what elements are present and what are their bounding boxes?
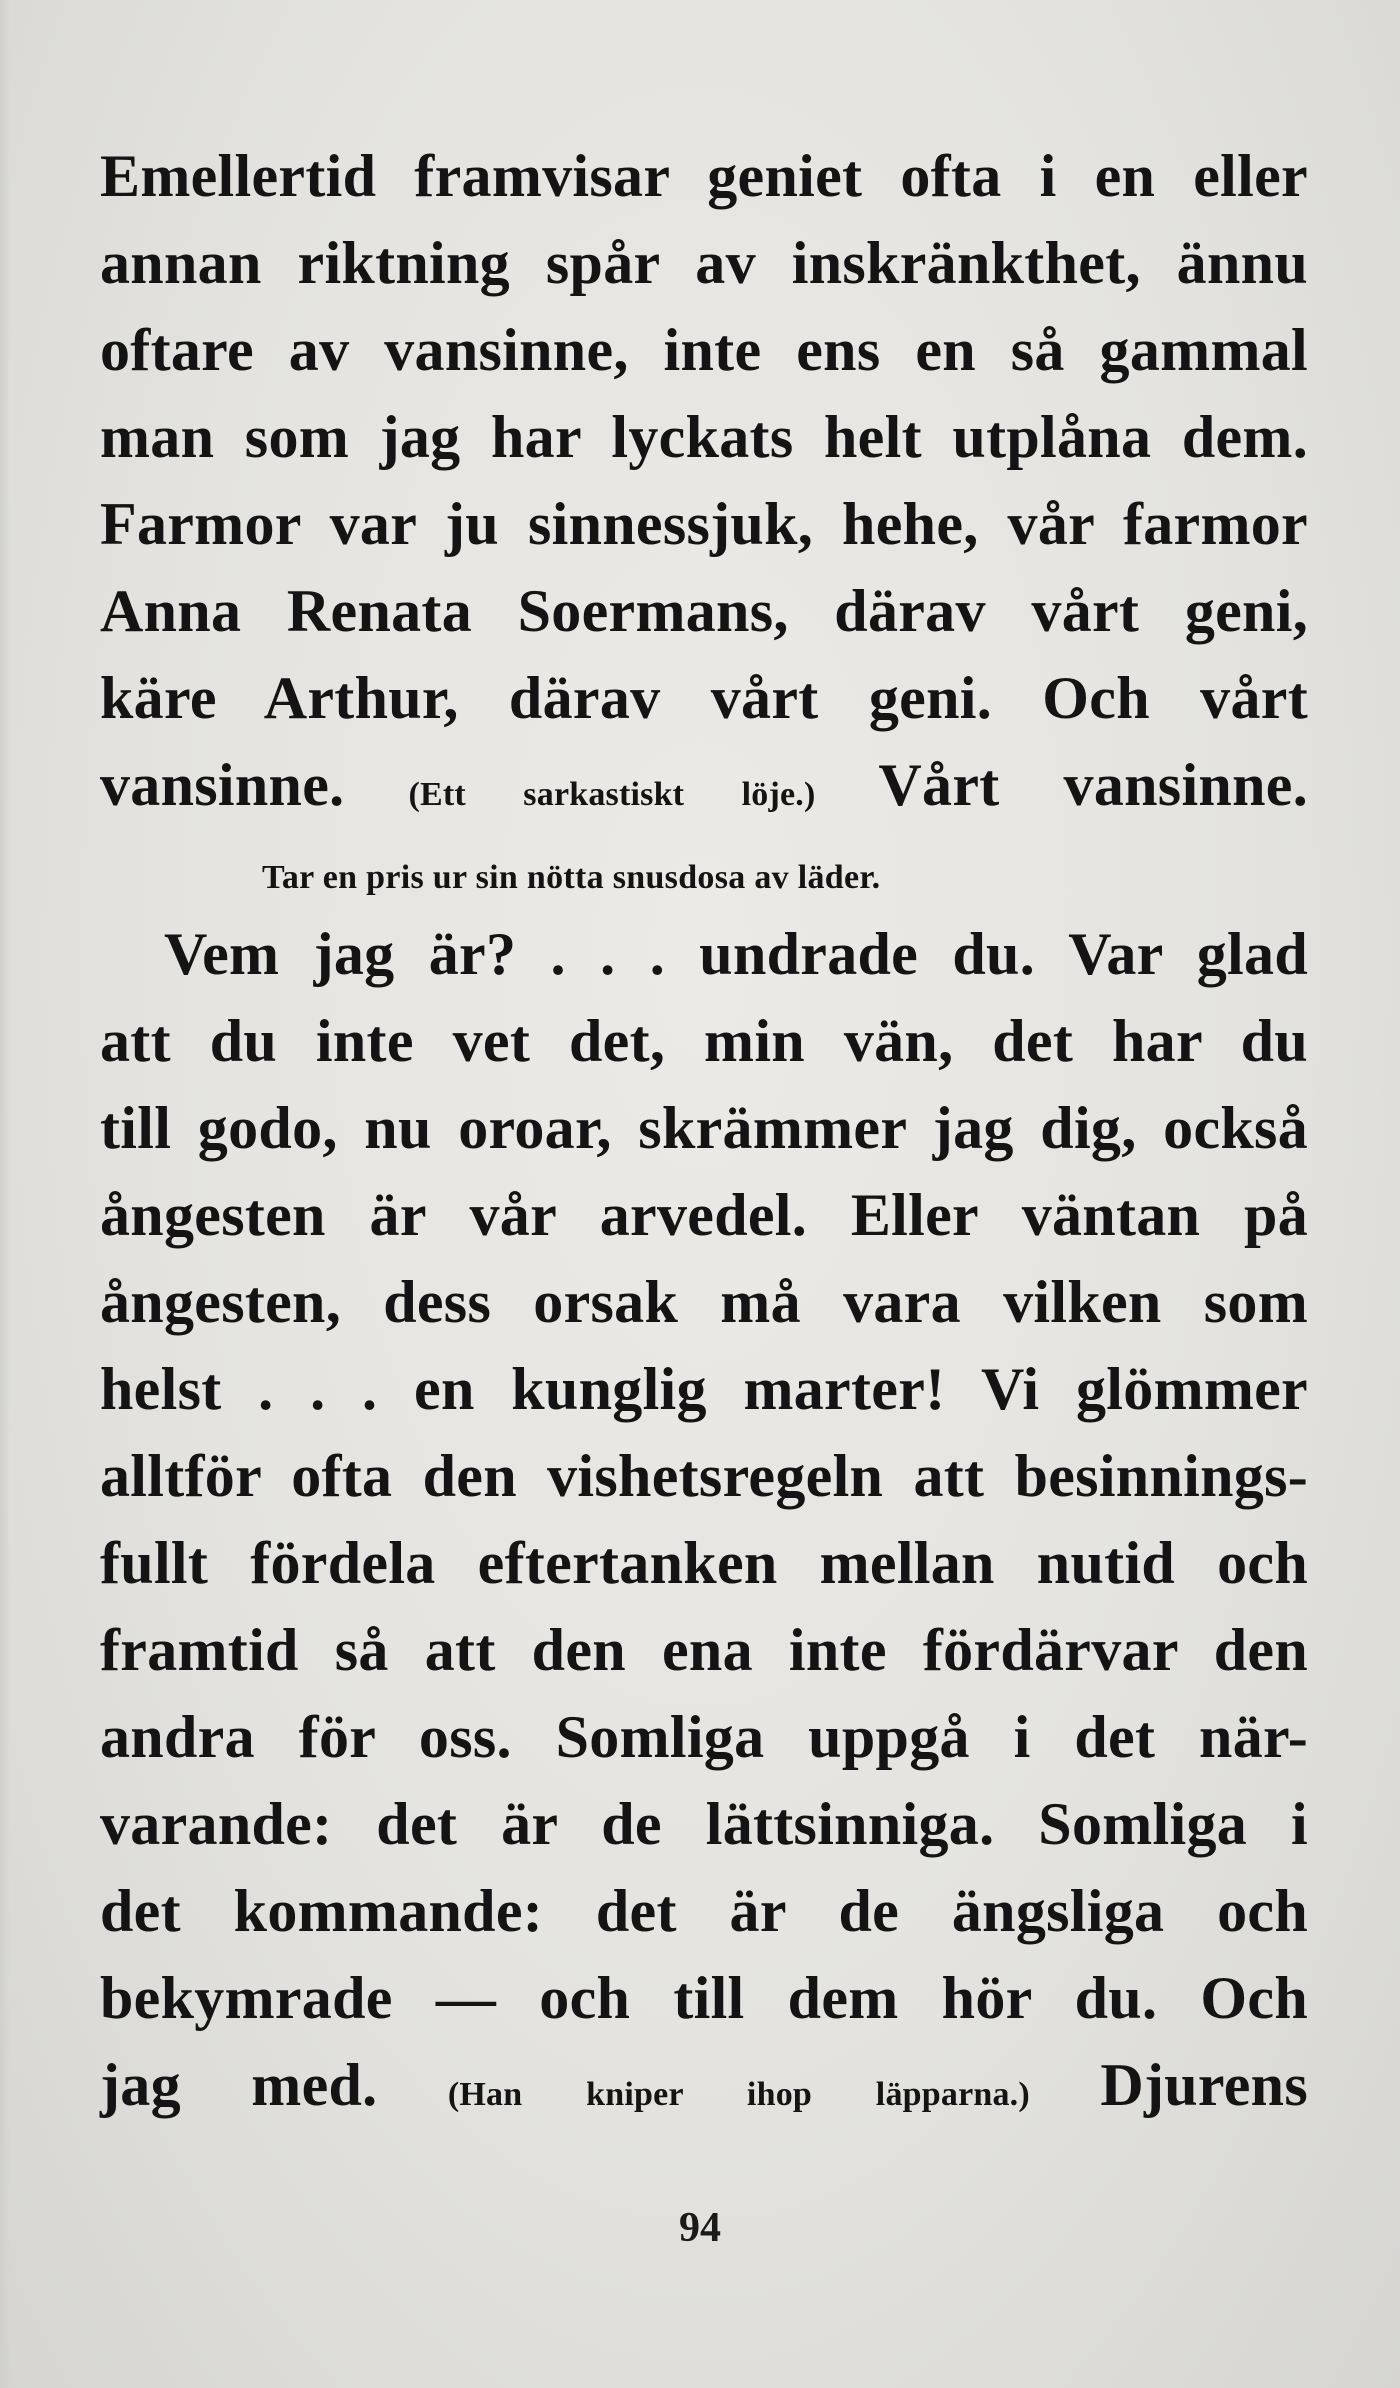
text-line-with-direction [100,752,1308,825]
line-text-before: vansinne. [100,752,409,818]
text-line: att du inte vet det, min vän, det har du [100,1008,1308,1074]
text-line: bekymrade — och till dem hör du. Och [100,1965,1308,2031]
stage-direction: Tar en pris ur sin nötta snusdosa av läder. [262,859,881,896]
text-line: annan riktning spår av inskränkthet, ännu [100,230,1308,296]
text-line: helst . . . en kunglig marter! Vi glömmer [100,1356,1308,1422]
text-line: Vem jag är? . . . undrade du. Var glad [164,921,1308,987]
text-line: varande: det är de lättsinniga. Somliga i [100,1791,1308,1857]
text-line-with-direction [100,2052,1308,2125]
text-line: ångesten är vår arvedel. Eller väntan på [100,1182,1308,1248]
text-line: oftare av vansinne, inte ens en så gammal [100,317,1308,383]
page-number: 94 [679,2205,721,2251]
text-line: fullt fördela eftertanken mellan nutid och [100,1530,1308,1596]
text-line: käre Arthur, därav vårt geni. Och vårt [100,665,1308,731]
text-line: alltför ofta den vishetsregeln att besinnings- [100,1443,1308,1509]
text-line: det kommande: det är de ängsliga och [100,1878,1308,1944]
text-line: till godo, nu oroar, skrämmer jag dig, också [100,1095,1308,1161]
text-line: Farmor var ju sinnessjuk, hehe, vår farmor [100,491,1308,557]
text-line: andra för oss. Somliga uppgå i det när- [100,1704,1308,1770]
text-line: Emellertid framvisar geniet ofta i en eller [100,143,1308,209]
line-text-before: jag med. [100,2052,448,2118]
text-line: man som jag har lyckats helt utplåna dem. [100,404,1308,470]
inline-stage-direction: (Ett sarkastiskt löje.) [408,776,816,813]
text-line: Anna Renata Soermans, därav vårt geni, [100,578,1308,644]
line-text-after: Djurens [1029,2052,1308,2118]
inline-stage-direction: (Han kniper ihop läpparna.) [447,2076,1030,2113]
line-text-after: Vårt vansinne. [815,752,1308,818]
text-line: framtid så att den ena inte fördärvar den [100,1617,1308,1683]
text-line: ångesten, dess orsak må vara vilken som [100,1269,1308,1335]
